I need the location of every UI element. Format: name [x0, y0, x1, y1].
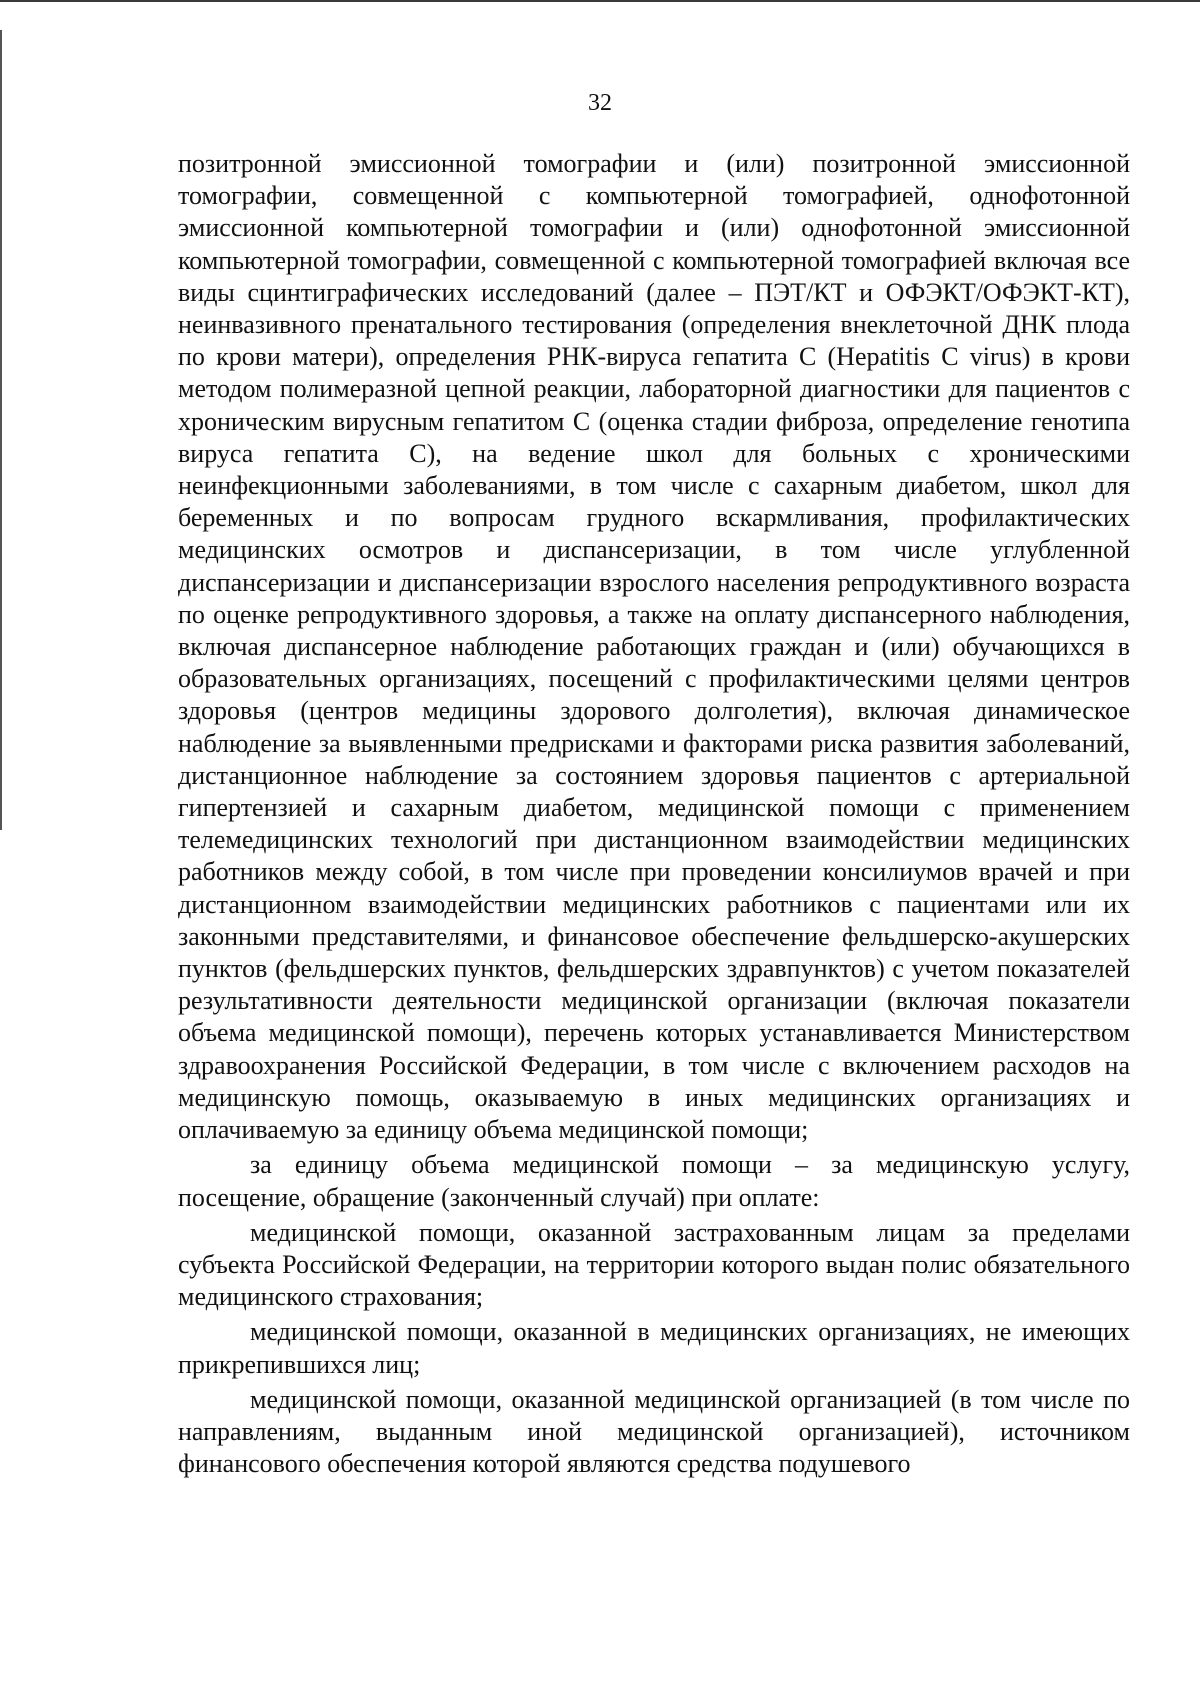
paragraph-no-attached-persons: медицинской помощи, оказанной в медицинских организациях, не имеющих прикрепившихся лиц;: [178, 1317, 1130, 1379]
scan-edge-top: [0, 0, 1200, 2]
paragraph-referrals: медицинской помощи, оказанной медицинской организацией (в том числе по направлениям, выданным иной медицинской организацией), источником финансового обеспечения которой являются средства подушевого: [178, 1384, 1130, 1479]
paragraph-outside-region: медицинской помощи, оказанной застрахованным лицам за пределами субъекта Российской Федерации, на территории которого выдан полис обязательного медицинского страхования;: [178, 1217, 1130, 1312]
paragraph-per-unit-payment: за единицу объема медицинской помощи – за медицинскую услугу, посещение, обращение (законченный случай) при оплате:: [178, 1150, 1130, 1212]
page-number: 32: [588, 90, 612, 116]
document-body: [178, 148, 1130, 1483]
scan-edge-left: [0, 30, 2, 830]
paragraph-continuation: позитронной эмиссионной томографии и (или) позитронной эмиссионной томографии, совмещенной с компьютерной томографией, однофотонной эмиссионной компьютерной томографии и (или) однофотонной эмиссионной компьютерной томографии, совмещенной с компьютерной томографией включая все виды сцинтиграфических исследований (далее – ПЭТ/КТ и ОФЭКТ/ОФЭКТ-КТ), неинвазивного пренатального тестирования (определения внеклеточной ДНК плода по крови матери), определения РНК-вируса гепатита С (Hepatitis C virus) в крови методом полимеразной цепной реакции, лабораторной диагностики для пациентов с хроническим вирусным гепатитом С (оценка стадии фиброза, определение генотипа вируса гепатита С), на ведение школ для больных с хроническими неинфекционными заболеваниями, в том числе с сахарным диабетом, школ для беременных и по вопросам грудного вскармливания, профилактических медицинских осмотров и диспансеризации, в том числе углубленной диспансеризации и диспансеризации взрослого населения репродуктивного возраста по оценке репродуктивного здоровья, а также на оплату диспансерного наблюдения, включая диспансерное наблюдение работающих граждан и (или) обучающихся в образовательных организациях, посещений с профилактическими целями центров здоровья (центров медицины здорового долголетия), включая динамическое наблюдение за выявленными предрисками и факторами риска развития заболеваний, дистанционное наблюдение за состоянием здоровья пациентов с артериальной гипертензией и сахарным диабетом, медицинской помощи с применением телемедицинских технологий при дистанционном взаимодействии медицинских работников между собой, в том числе при проведении консилиумов врачей и при дистанционном взаимодействии медицинских работников с пациентами или их законными представителями, и финансовое обеспечение фельдшерско-акушерских пунктов (фельдшерских пунктов, фельдшерских здравпунктов) с учетом показателей результативности деятельности медицинской организации (включая показатели объема медицинской помощи), перечень которых устанавливается Министерством здравоохранения Российской Федерации, в том числе с включением расходов на медицинскую помощь, оказываемую в иных медицинских организациях и оплачиваемую за единицу объема медицинской помощи;: [178, 149, 1130, 1145]
